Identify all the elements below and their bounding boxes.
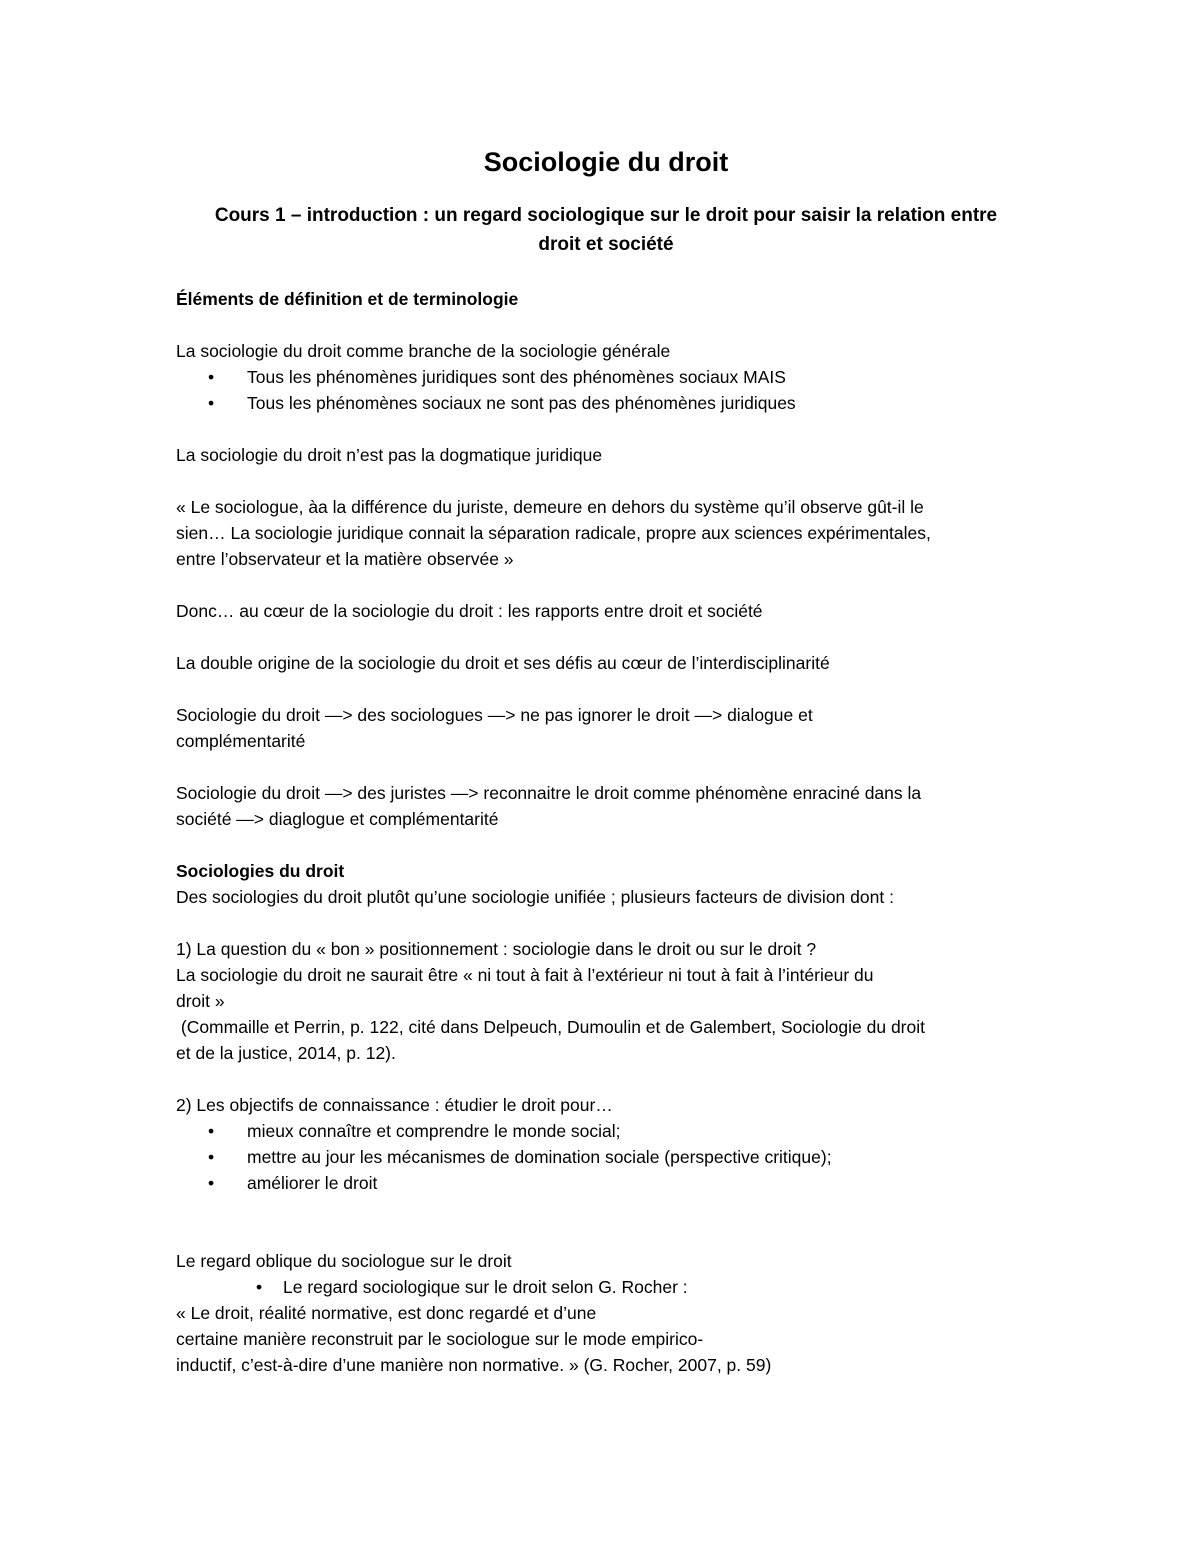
bullet-icon: • (208, 1173, 215, 1193)
bullet-icon: • (208, 393, 215, 413)
paragraph: La sociologie du droit n’est pas la dogmatique juridique (176, 445, 603, 465)
list-item: • mieux connaître et comprendre le monde social; (176, 1118, 1036, 1144)
text-line: « Le droit, réalité normative, est donc regardé et d’une (176, 1303, 597, 1323)
bullet-icon: • (208, 367, 215, 387)
paragraph: Donc… au cœur de la sociologie du droit : les rapports entre droit et société (176, 601, 763, 621)
bullet-icon: • (256, 1277, 263, 1297)
list-item: • améliorer le droit (176, 1170, 1036, 1196)
paragraph: 2) Les objectifs de connaissance : étudier le droit pour… (176, 1095, 613, 1115)
bullet-list (176, 1118, 1036, 1196)
bullet-icon: • (208, 1147, 215, 1167)
bullet-icon: • (208, 1121, 215, 1141)
paragraph (176, 936, 1036, 1066)
document-page (176, 140, 1036, 1378)
list-item: • Le regard sociologique sur le droit selon G. Rocher : (176, 1274, 1036, 1300)
section-heading-definitions: Éléments de définition et de terminologie (176, 289, 519, 309)
text-line: (Commaille et Perrin, p. 122, cité dans Delpeuch, Dumoulin et de Galembert, Sociologie du droit (176, 1017, 925, 1037)
paragraph: Des sociologies du droit plutôt qu’une sociologie unifiée ; plusieurs facteurs de division dont : (176, 887, 894, 907)
quote-block (176, 494, 1036, 572)
text-line: « Le sociologue, àa la différence du juriste, demeure en dehors du système qu’il observe gût-il le (176, 497, 924, 517)
text-line: et de la justice, 2014, p. 12). (176, 1043, 396, 1063)
paragraph: La sociologie du droit comme branche de la sociologie générale (176, 341, 671, 361)
text-line: Sociologie du droit —> des juristes —> reconnaitre le droit comme phénomène enraciné dans la (176, 783, 922, 803)
text-line: Sociologie du droit —> des sociologues —> ne pas ignorer le droit —> dialogue et (176, 705, 813, 725)
bullet-list (176, 364, 1036, 416)
text-line: La sociologie du droit ne saurait être « ni tout à fait à l’extérieur ni tout à fait à l’intérieur du (176, 965, 874, 985)
bullet-list (176, 1274, 1036, 1300)
text-line: complémentarité (176, 731, 306, 751)
list-item: • Tous les phénomènes sociaux ne sont pas des phénomènes juridiques (176, 390, 1036, 416)
paragraph (176, 702, 1036, 754)
text-line: certaine manière reconstruit par le sociologue sur le mode empirico- (176, 1329, 704, 1349)
section-heading-sociologies: Sociologies du droit (176, 861, 345, 881)
text-line: 1) La question du « bon » positionnement : sociologie dans le droit ou sur le droit ? (176, 939, 817, 959)
text-line: société —> diaglogue et complémentarité (176, 809, 499, 829)
subtitle-line: droit et société (538, 234, 674, 255)
text-line: entre l’observateur et la matière observée » (176, 549, 514, 569)
text-line: droit » (176, 991, 225, 1011)
paragraph: Le regard oblique du sociologue sur le droit (176, 1251, 512, 1271)
subtitle-line: Cours 1 – introduction : un regard sociologique sur le droit pour saisir la relation entre (214, 205, 998, 226)
paragraph: La double origine de la sociologie du droit et ses défis au cœur de l’interdisciplinarité (176, 653, 830, 673)
list-item: • mettre au jour les mécanismes de domination sociale (perspective critique); (176, 1144, 1036, 1170)
list-item: • Tous les phénomènes juridiques sont des phénomènes sociaux MAIS (176, 364, 1036, 390)
text-line: sien… La sociologie juridique connait la séparation radicale, propre aux sciences expérimentales, (176, 523, 931, 543)
text-line: inductif, c’est-à-dire d’une manière non normative. » (G. Rocher, 2007, p. 59) (176, 1355, 772, 1375)
document-subtitle (176, 201, 1036, 259)
paragraph (176, 780, 1036, 832)
document-title: Sociologie du droit (483, 147, 729, 177)
quote-block (176, 1300, 1036, 1378)
